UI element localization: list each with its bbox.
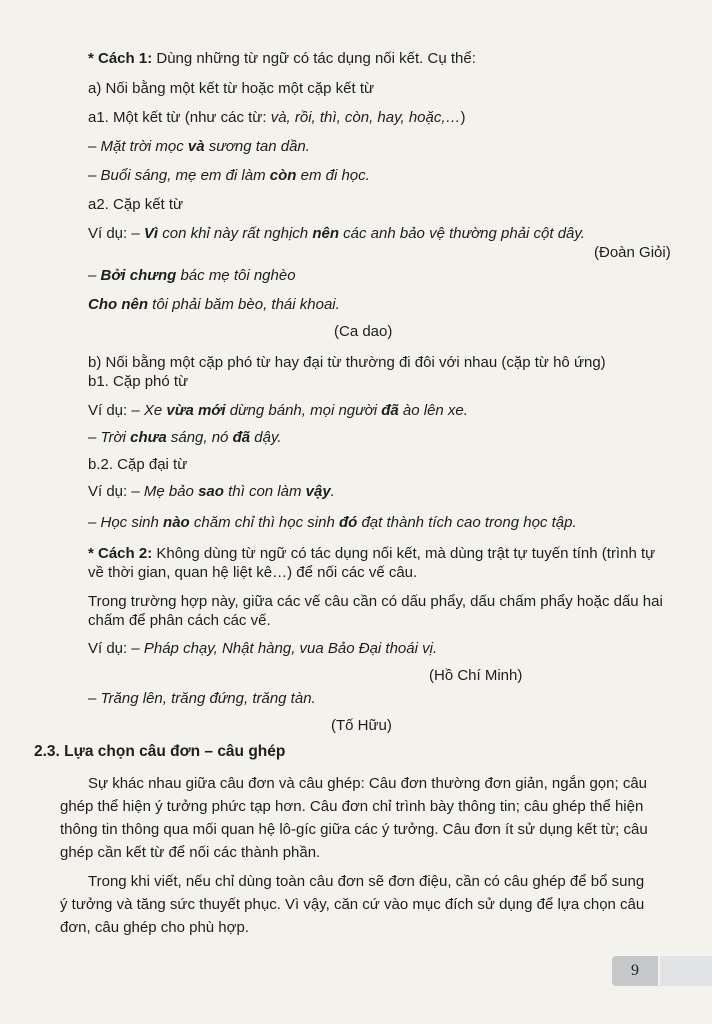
method-2-line-2: về thời gian, quan hệ liệt kê…) để nối các vế câu. xyxy=(88,564,418,581)
heading-b: b) Nối bằng một cặp phó từ hay đại từ thường đi đôi với nhau (cặp từ hô ứng) xyxy=(88,354,606,371)
method-1-line: * Cách 1: Dùng những từ ngữ có tác dụng nối kết. Cụ thể: xyxy=(88,50,476,67)
item-b1: b1. Cặp phó từ xyxy=(88,373,189,390)
heading-a: a) Nối bằng một kết từ hoặc một cặp kết từ xyxy=(88,80,375,97)
item-a2: a2. Cặp kết từ xyxy=(88,196,184,213)
item-b2: b.2. Cặp đại từ xyxy=(88,456,188,473)
method-2-label: * Cách 2: xyxy=(88,545,153,562)
paragraph-1-line-4: ghép cần kết từ để nối các thành phần. xyxy=(60,844,321,861)
method-1-label: * Cách 1: xyxy=(88,50,153,67)
source-doan-gioi: (Đoàn Giỏi) xyxy=(594,244,671,261)
method-2-line-1: * Cách 2: Không dùng từ ngữ có tác dụng nối kết, mà dùng trật tự tuyến tính (trình tự xyxy=(88,545,656,562)
item-a1: a1. Một kết từ (như các từ: và, rồi, thì, còn, hay, hoặc,…) xyxy=(88,109,466,126)
paragraph-2-line-2: ý tưởng và tăng sức thuyết phục. Vì vậy, căn cứ vào mục đích sử dụng để lựa chọn câu xyxy=(60,896,645,913)
example-b1-1: Ví dụ: – Xe vừa mới dừng bánh, mọi người đã ào lên xe. xyxy=(88,402,468,419)
note-line-1: Trong trường hợp này, giữa các vế câu cần có dấu phẩy, dấu chấm phẩy hoặc dấu hai xyxy=(88,593,663,610)
example-a2-2: – Bởi chưng bác mẹ tôi nghèo xyxy=(88,267,296,284)
example-a2-1: Ví dụ: – Vì con khỉ này rất nghịch nên các anh bảo vệ thường phải cột dây. xyxy=(88,225,585,242)
source-to-huu: (Tố Hữu) xyxy=(331,717,392,734)
page-edge-strip xyxy=(660,956,712,986)
example-a1-2: – Buổi sáng, mẹ em đi làm còn em đi học. xyxy=(88,167,370,184)
source-ca-dao: (Ca dao) xyxy=(334,323,393,340)
example-c-1: Ví dụ: – Pháp chạy, Nhật hàng, vua Bảo Đại thoái vị. xyxy=(88,640,438,657)
paragraph-2-line-1: Trong khi viết, nếu chỉ dùng toàn câu đơn sẽ đơn điệu, cần có câu ghép để bổ sung xyxy=(88,873,645,890)
paragraph-1-line-3: thông tin thông qua mối quan hệ lô-gíc giữa các ý tưởng. Câu đơn ít sử dụng kết từ; câu xyxy=(60,821,648,838)
example-a2-3: Cho nên tôi phải băm bèo, thái khoai. xyxy=(88,296,340,313)
example-b2-1: Ví dụ: – Mẹ bảo sao thì con làm vậy. xyxy=(88,483,335,500)
example-a1-1: – Mặt trời mọc và sương tan dần. xyxy=(88,138,310,155)
example-b1-2: – Trời chưa sáng, nó đã dậy. xyxy=(88,429,282,446)
page-number: 9 xyxy=(612,956,658,986)
paragraph-1-line-2: ghép thể hiện ý tưởng phức tạp hơn. Câu đơn chỉ trình bày thông tin; câu ghép thể hiện xyxy=(60,798,644,815)
source-ho-chi-minh: (Hồ Chí Minh) xyxy=(429,667,523,684)
example-b2-2: – Học sinh nào chăm chỉ thì học sinh đó đạt thành tích cao trong học tập. xyxy=(88,514,577,531)
paragraph-1-line-1: Sự khác nhau giữa câu đơn và câu ghép: Câu đơn thường đơn giản, ngắn gọn; câu xyxy=(88,775,648,792)
paragraph-2-line-3: đơn, câu ghép cho phù hợp. xyxy=(60,919,249,936)
example-c-2: – Trăng lên, trăng đứng, trăng tàn. xyxy=(88,690,316,707)
note-line-2: chấm để phân cách các vế. xyxy=(88,612,271,629)
section-title: 2.3. Lựa chọn câu đơn – câu ghép xyxy=(34,743,286,760)
